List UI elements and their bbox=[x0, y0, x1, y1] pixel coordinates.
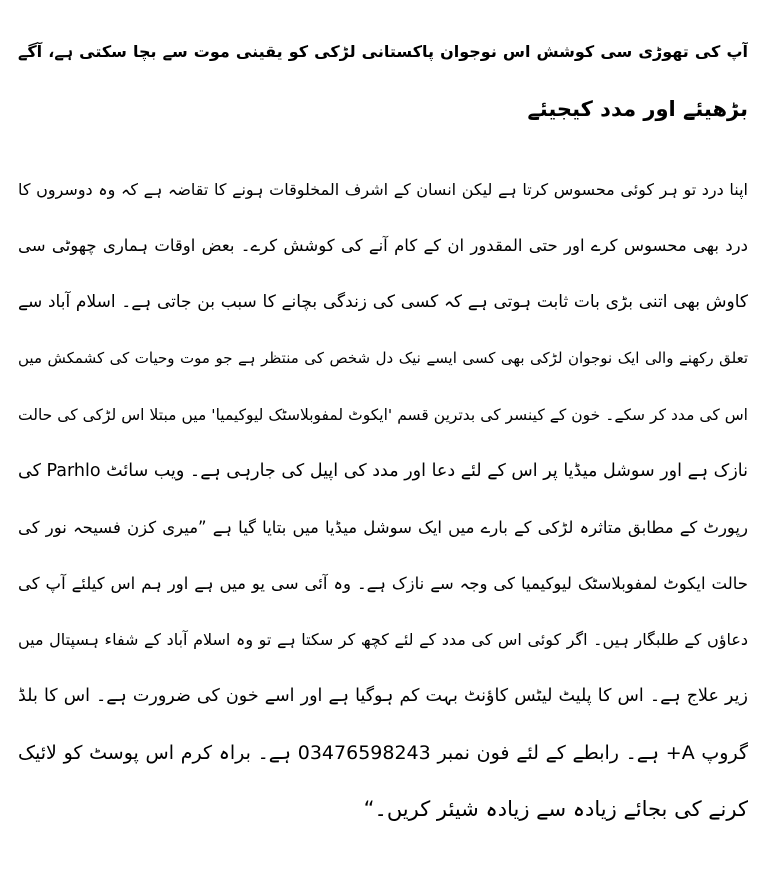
headline-line: بڑھیئے اور مدد کیجیئے bbox=[527, 97, 748, 121]
body-line: کاوش بھی اتنی بڑی بات ثابت ہوتی ہے کہ کسی کی زندگی بچانے کا سبب بن جاتی ہے۔ اسلام آباد سے bbox=[18, 292, 748, 312]
headline-line: آپ کی تھوڑی سی کوشش اس نوجوان پاکستانی لڑکی کو یقینی موت سے بچا سکتی ہے، آگے bbox=[18, 42, 748, 61]
body-line: تعلق رکھنے والی ایک نوجوان لڑکی بھی کسی ایسے نیک دل شخص کی منتظر ہے جو موت وحیات کی کشمکش میں bbox=[18, 349, 748, 367]
body-line: حالت ایکوٹ لمفوبلاسٹک لیوکیمیا کی وجہ سے نازک ہے۔ وہ آئی سی یو میں ہے اور ہم اس کیلئے آپ کی bbox=[18, 574, 748, 593]
body-line: کرنے کی بجائے زیادہ سے زیادہ شیئر کریں۔“ bbox=[363, 797, 748, 821]
article bbox=[18, 0, 748, 893]
body-line: اپنا درد تو ہر کوئی محسوس کرتا ہے لیکن انسان کے اشرف المخلوقات ہونے کا تقاضہ ہے کہ وہ دوسروں کا bbox=[18, 180, 748, 199]
body-line: دعاؤں کے طلبگار ہیں۔ اگر کوئی اس کی مدد کے لئے کچھ کر سکتا ہے تو وہ اسلام آباد کے شفاء ہسپتال میں bbox=[18, 630, 748, 649]
body-line: اس کی مدد کر سکے۔ خون کے کینسر کی بدترین قسم 'ایکوٹ لمفوبلاسٹک لیوکیمیا' میں مبتلا اس لڑکی کی حالت bbox=[18, 406, 748, 424]
body-line: گروپ A+ ہے۔ رابطے کے لئے فون نمبر 03476598243 ہے۔ براہ کرم اس پوسٹ کو لائیک bbox=[18, 742, 748, 764]
body-line: زیر علاج ہے۔ اس کا پلیٹ لیٹس کاؤنٹ بہت کم ہوگیا ہے اور اسے خون کی ضرورت ہے۔ اس کا بلڈ bbox=[18, 686, 748, 706]
body-line: نازک ہے اور سوشل میڈیا پر اس کے لئے دعا اور مدد کی اپیل کی جارہی ہے۔ ویب سائٹ Parhlo کی bbox=[18, 461, 748, 481]
body-line: رپورٹ کے مطابق متاثرہ لڑکی کے بارے میں ایک سوشل میڈیا میں بتایا گیا ہے ”میری کزن فسیحہ نور کی bbox=[18, 518, 748, 537]
body-line: درد بھی محسوس کرے اور حتی المقدور ان کے کام آنے کی کوشش کرے۔ بعض اوقات ہماری چھوٹی سی bbox=[18, 236, 748, 255]
